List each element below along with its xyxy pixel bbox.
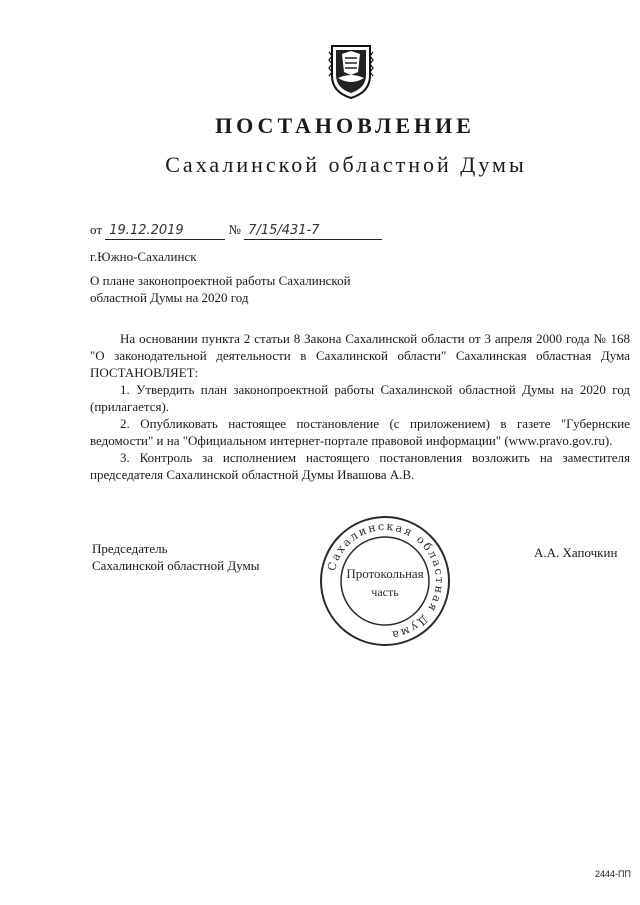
signer-position-line: Сахалинской областной Думы [92, 558, 260, 573]
document-number: 7/15/431-7 [244, 223, 382, 240]
city: г.Южно-Сахалинск [90, 249, 197, 264]
official-stamp [318, 514, 452, 648]
stamp-inner-line: часть [371, 585, 399, 599]
subject-line: областной Думы на 2020 год [90, 290, 249, 305]
signer-position [92, 540, 260, 574]
date-prefix: от [90, 222, 103, 237]
date-value: 19.12.2019 [105, 223, 225, 240]
preamble-paragraph: На основании пункта 2 статьи 8 Закона Сахалинской области от 3 апреля 2000 года № 168 "О законодательной деятельности в Сахалинской области" Сахалинская областная Дума ПОСТАНОВЛЯЕТ: [90, 331, 630, 380]
document-title: ПОСТАНОВЛЕНИЕ [215, 113, 475, 138]
stamp-inner-line: Протокольная [346, 566, 424, 581]
stamp-ring-text: Сахалинская областная Дума [325, 519, 447, 642]
subject-line: О плане законопроектной работы Сахалинской [90, 273, 351, 288]
resolution-item-2: 2. Опубликовать настоящее постановление (с приложением) в газете "Губернские ведомости" и на "Официальном интернет-портале правовой информации" (www.pravo.gov.ru). [90, 416, 630, 448]
document-body [90, 330, 630, 483]
document-subject [90, 272, 390, 306]
signer-position-line: Председатель [92, 541, 168, 556]
signer-name: А.А. Хапочкин [534, 545, 618, 560]
number-prefix: № [228, 222, 241, 237]
resolution-item-1: 1. Утвердить план законопроектной работы Сахалинской областной Думы на 2020 год (прилагается). [90, 382, 630, 414]
document-subtitle: Сахалинской областной Думы [165, 152, 527, 177]
coat-of-arms-icon [328, 42, 374, 100]
document-code: 2444-ПП [595, 869, 631, 879]
resolution-item-3: 3. Контроль за исполнением настоящего постановления возложить на заместителя председателя Сахалинской областной Думы Ивашова А.В. [90, 450, 630, 482]
date-number-row [90, 222, 382, 240]
